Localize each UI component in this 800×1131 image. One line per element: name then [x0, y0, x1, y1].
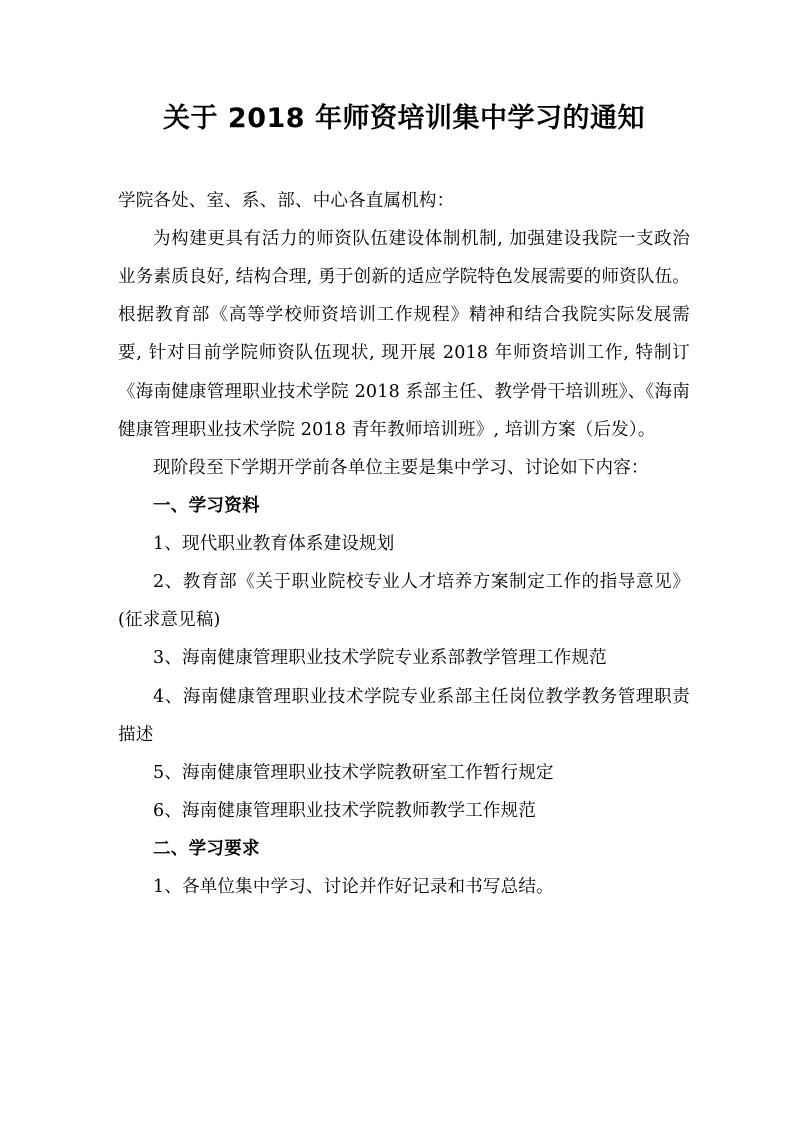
list-item: 1、各单位集中学习、讨论并作好记录和书写总结。	[153, 877, 554, 898]
document-body	[118, 182, 690, 907]
paragraph-current-stage: 现阶段至下学期开学前各单位主要是集中学习、讨论如下内容：	[153, 457, 649, 478]
page-title: 关于 2018 年师资培训集中学习的通知	[163, 103, 645, 134]
list-item: 6、海南健康管理职业技术学院教师教学工作规范	[153, 801, 537, 822]
list-item: 5、海南健康管理职业技术学院教研室工作暂行规定	[153, 762, 554, 783]
list-item: 4、海南健康管理职业技术学院专业系部主任岗位教学教务管理职责描述	[118, 686, 690, 745]
section-heading-study-materials: 一、学习资料	[153, 495, 260, 516]
paragraph-intro: 为构建更具有活力的师资队伍建设体制机制, 加强建设我院一支政治业务素质良好, 结构合理, 勇于创新的适应学院特色发展需要的师资队伍。根据教育部《高等学校师资培训工作规程》精神和结合我院实际发展需要, 针对目前学院师资队伍现状, 现开展 2018 年师资培训工作, 特制订《海南健康管理职业技术学院 2018 系部主任、教学骨干培训班》、《海南健康管理职业技术学院 2018 青年教师培训班》, 培训方案（后发）。	[118, 228, 690, 440]
list-item: 1、现代职业教育体系建设规划	[153, 534, 395, 555]
list-item: 3、海南健康管理职业技术学院专业系部教学管理工作规范	[153, 648, 607, 669]
list-item: 2、教育部《关于职业院校专业人才培养方案制定工作的指导意见》(征求意见稿)	[118, 572, 690, 631]
salutation: 学院各处、室、系、部、中心各直属机构：	[118, 190, 455, 211]
section-heading-study-requirements: 二、学习要求	[153, 839, 260, 860]
